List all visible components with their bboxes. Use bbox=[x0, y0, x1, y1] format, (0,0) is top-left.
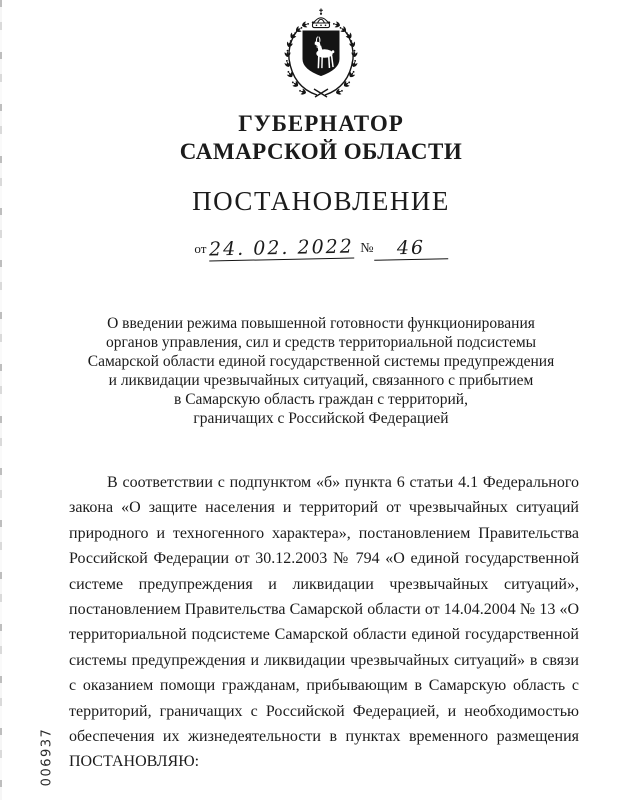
org-name-line2: САМАРСКОЙ ОБЛАСТИ bbox=[179, 139, 463, 164]
date-prefix-label: от bbox=[194, 241, 207, 256]
subject-line: Самарской области единой государственной системы предупреждения bbox=[87, 353, 555, 370]
number-sign-label: № bbox=[360, 241, 374, 256]
org-name-line1: ГУБЕРНАТОР bbox=[238, 111, 404, 136]
form-number-vertical: 006937 bbox=[39, 727, 55, 787]
subject-line: и ликвидации чрезвычайных ситуаций, связанного с прибытием bbox=[108, 372, 534, 389]
crown-icon bbox=[312, 9, 330, 28]
subject-line: О введении режима повышенной готовности функционирования bbox=[107, 315, 535, 332]
subject-block bbox=[0, 314, 642, 428]
body-paragraph: В соответствии с подпунктом «б» пункта 6 статьи 4.1 Федерального закона «О защите населения и территорий от чрезвычайных ситуаций природного и техногенного характера», постановлением Правительства Российской Федерации от 30.12.2003 № 794 «О единой государственной системе предупреждения и ликвидации чрезвычайных ситуаций», постановлением Правительства Самарской области от 14.04.2004 № 13 «О территориальной подсистеме Самарской области единой государственной системы предупреждения и ликвидации чрезвычайных ситуаций» в связи с оказанием помощи гражданам, прибывающим в Самарскую область с территорий, граничащих с Российской Федерацией, и необходимостью обеспечения их жизнедеятельности в пунктах временного размещения ПОСТАНОВЛЯЮ: bbox=[69, 474, 579, 771]
handwritten-date-value: 24. 02. 2022 bbox=[209, 235, 355, 261]
doc-type-title: ПОСТАНОВЛЕНИЕ bbox=[192, 186, 450, 216]
date-number-row bbox=[0, 228, 642, 260]
subject-line: органов управления, сил и средств территориальной подсистемы bbox=[105, 334, 537, 351]
handwritten-number-value: 46 bbox=[373, 236, 447, 261]
subject-line: в Самарскую область граждан с территорий, bbox=[174, 391, 468, 408]
samara-coat-of-arms-icon bbox=[273, 7, 369, 101]
subject-line: граничащих с Российской Федерацией bbox=[193, 410, 449, 427]
